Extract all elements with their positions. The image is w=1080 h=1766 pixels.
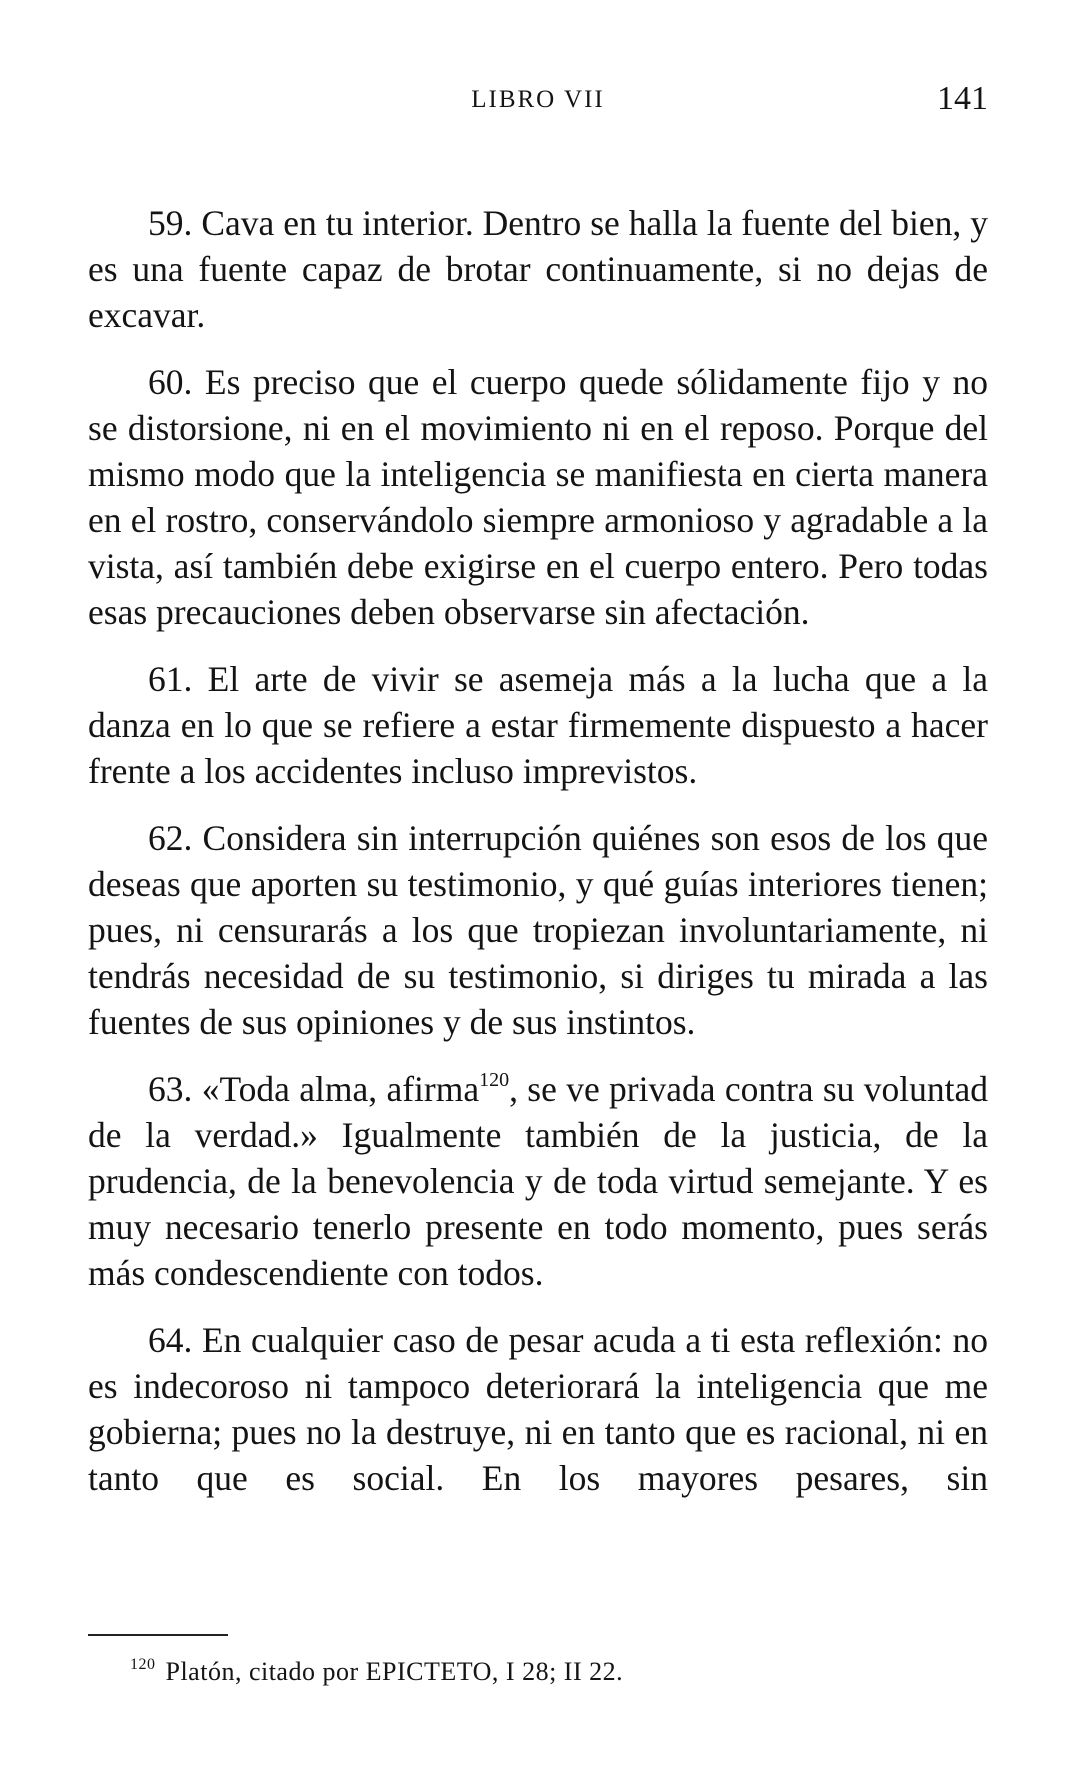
footnote-text: Platón, citado por EPICTETO, I 28; II 22. <box>165 1657 624 1686</box>
paragraph-59: 59. Cava en tu interior. Dentro se halla la fuente del bien, y es una fuente capaz de brotar continuamente, si no dejas de excavar. <box>88 203 988 335</box>
paragraph-63-text-after: , se ve privada contra su voluntad de la verdad.» Igualmente también de la justicia, de la prudencia, de la benevolencia y de toda virtud semejante. Y es muy necesario tenerlo presente en todo momento, pues serás más condescendiente con todos. <box>88 1069 988 1293</box>
body-text <box>88 200 988 1501</box>
paragraph-63-text-before: 63. «Toda alma, afirma <box>148 1069 480 1109</box>
running-title: LIBRO VII <box>471 86 605 113</box>
footnote <box>130 1656 950 1688</box>
footnote-reference[interactable]: 120 <box>479 1069 510 1091</box>
footnote-divider <box>88 1634 228 1636</box>
footnote-number: 120 <box>130 1656 156 1673</box>
paragraph-63 <box>88 1066 988 1296</box>
page-number: 141 <box>937 80 988 117</box>
paragraph-64: 64. En cualquier caso de pesar acuda a ti esta reflexión: no es indecoroso ni tampoco deteriorará la inteligencia que me gobierna; pues no la destruye, ni en tanto que es racional, ni en tanto que es social. En los mayores pesares, sin <box>88 1320 988 1498</box>
paragraph-61: 61. El arte de vivir se asemeja más a la lucha que a la danza en lo que se refiere a estar firmemente dispuesto a hacer frente a los accidentes incluso imprevistos. <box>88 659 988 791</box>
paragraph-62: 62. Considera sin interrupción quiénes son esos de los que deseas que aporten su testimonio, y qué guías interiores tienen; pues, ni censurarás a los que tropiezan involuntariamente, ni tendrás necesidad de su testimonio, si diriges tu mirada a las fuentes de sus opiniones y de sus instintos. <box>88 818 988 1042</box>
paragraph-60: 60. Es preciso que el cuerpo quede sólidamente fijo y no se distorsione, ni en el movimiento ni en el reposo. Porque del mismo modo que la inteligencia se manifiesta en cierta manera en el rostro, conservándolo siempre armonioso y agradable a la vista, así también debe exigirse en el cuerpo entero. Pero todas esas precauciones deben observarse sin afectación. <box>88 362 988 632</box>
running-head <box>88 80 988 120</box>
